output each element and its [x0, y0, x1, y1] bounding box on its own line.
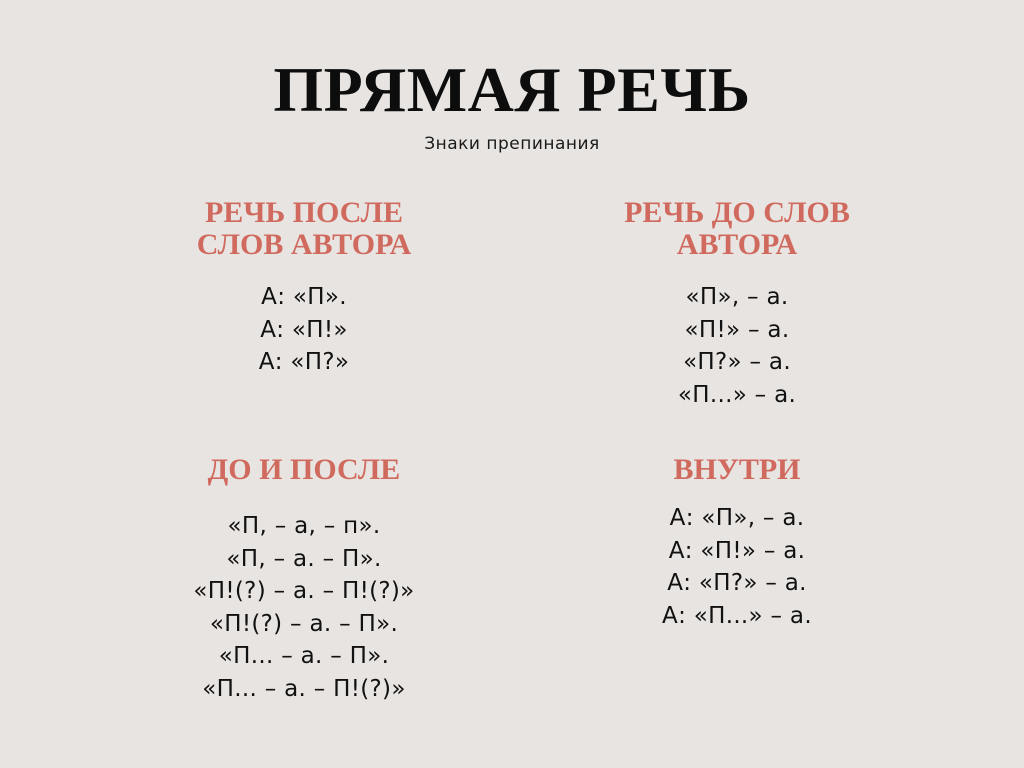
rule-item: А: «П», – а.: [669, 505, 805, 531]
page-title: ПРЯМАЯ РЕЧЬ: [273, 54, 751, 125]
rule-list: [144, 281, 464, 379]
page-subtitle: Знаки препинания: [424, 134, 600, 154]
section-heading-line: АВТОРА: [676, 228, 798, 261]
rule-item: «П!» – а.: [684, 316, 790, 343]
rule-item: «П, – а. – П».: [226, 545, 382, 572]
rule-item: А: «П?»: [258, 349, 350, 375]
rule-item: «П!(?) – а. – П!(?)»: [193, 578, 415, 604]
rule-item: «П, – а, – п».: [227, 513, 381, 539]
rule-list: [577, 281, 897, 411]
section-heading-line: РЕЧЬ ДО СЛОВ: [624, 196, 850, 229]
section-speech-before-author: [577, 197, 897, 411]
rule-list: [577, 502, 897, 632]
section-heading: [124, 454, 484, 486]
section-heading: [577, 454, 897, 486]
rule-item: «П... – а. – П!(?)»: [202, 675, 406, 702]
section-heading: [577, 197, 897, 261]
rule-item: «П... – а. – П».: [218, 643, 390, 669]
rule-item: А: «П».: [261, 284, 347, 310]
section-heading-line: СЛОВ АВТОРА: [196, 228, 412, 261]
rule-item: А: «П?» – а.: [667, 570, 807, 596]
section-before-and-after: [124, 454, 484, 705]
section-heading-line: ВНУТРИ: [673, 453, 801, 486]
section-speech-after-author: [144, 197, 464, 379]
rule-item: А: «П...» – а.: [662, 602, 812, 629]
section-heading-line: ДО И ПОСЛЕ: [207, 453, 401, 486]
rule-item: А: «П!» – а.: [668, 537, 806, 564]
rule-item: «П!(?) – а. – П».: [209, 610, 399, 637]
rule-item: А: «П!»: [260, 316, 348, 343]
section-inside: [577, 454, 897, 632]
section-heading-line: РЕЧЬ ПОСЛЕ: [204, 196, 403, 229]
section-heading: [144, 197, 464, 261]
rule-item: «П», – а.: [685, 284, 789, 310]
rule-item: «П...» – а.: [677, 381, 797, 408]
rule-list: [124, 510, 484, 705]
rule-item: «П?» – а.: [683, 349, 791, 375]
